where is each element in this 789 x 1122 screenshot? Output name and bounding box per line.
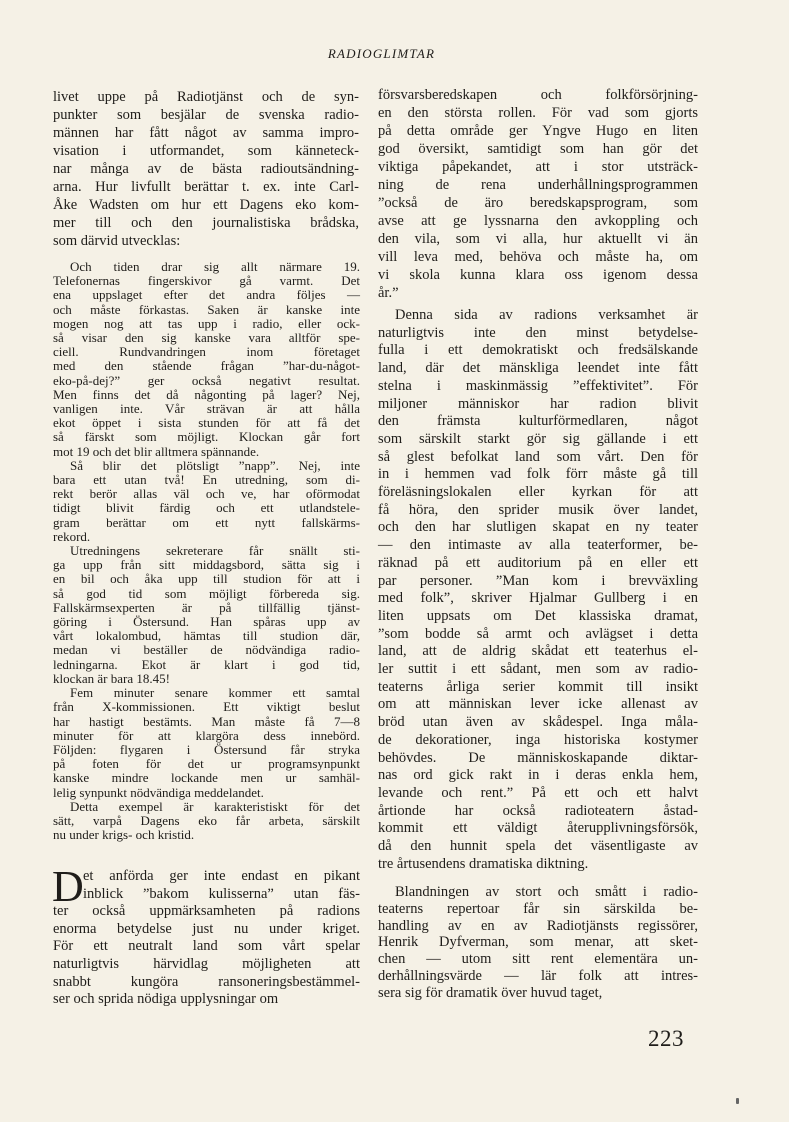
paragraph	[52, 862, 360, 1009]
text-line: viktiga påpekandet, att i stor utsträck-	[378, 159, 698, 175]
text-line: få höra, den sprider musik över landet,	[378, 501, 698, 518]
text-line: räknad på ett auditorium på en eller ett	[378, 554, 698, 571]
text-line: en den största rollen. För vad som gjorts	[378, 105, 698, 121]
text-line: För ett neutralt land som vårt spelar	[53, 938, 360, 955]
text-line: så glest befolkat land som vårt. Den för	[378, 448, 698, 465]
left-quote-block	[53, 260, 360, 842]
text-line: ekot öppet i sista stunden för att få det	[53, 415, 360, 431]
text-line: år.”	[378, 285, 399, 301]
text-line: ena uppslaget efter det andra följes —	[53, 287, 360, 303]
text-line: levande och rent.” På ett och ett halvt	[378, 784, 698, 801]
paragraph	[53, 459, 360, 544]
text-line: vill leva med, behöva och måste ha, om	[378, 249, 698, 265]
text-line: mot 19 och det blir alltmera spännande.	[53, 443, 260, 459]
text-line: arna. Hur livfullt berättar t. ex. inte Carl-	[53, 179, 359, 195]
text-line: visation i utformandet, som känneteck-	[53, 143, 359, 159]
text-line: Denna sida av radions verksamhet är	[395, 307, 698, 323]
text-line: föreläsningslokalen eller kyrkan för att	[378, 484, 698, 501]
text-line: Henrik Dyfverman, som menar, att sket-	[378, 934, 698, 951]
text-line: vi skola kunna klara oss igenom dessa	[378, 267, 698, 283]
text-line: om att människan lever icke allenast av	[378, 696, 698, 713]
text-line: männen har fått något av samma impro-	[53, 125, 359, 141]
text-line: de dekorationer, inga historiska kostymer	[378, 731, 698, 748]
text-line: land, där det mänskliga leendet inte fått	[378, 360, 698, 377]
text-line: Blandningen av stort och smått i radio-	[395, 884, 698, 900]
right-denna-block	[378, 307, 698, 874]
text-line: minuter för att klargöra dess innebörd.	[53, 727, 360, 743]
paragraph	[53, 686, 360, 800]
paragraph	[53, 260, 360, 459]
text-line: nar många av de bästa radioutsändning-	[53, 161, 359, 177]
drop-cap: D	[52, 862, 84, 911]
text-line: Och tiden drar sig allt närmare 19.	[70, 259, 360, 274]
text-line: — den intimaste av alla teaterformer, be-	[378, 537, 698, 554]
text-line: naturligtvis inte den minst betydelse-	[378, 324, 698, 341]
text-line: nas ord gick rakt in i deras enkla hem,	[378, 767, 698, 784]
text-line: på foten för det ur programsynpunkt	[53, 756, 360, 772]
text-line: kanske mindre lockande men ur samhäl-	[53, 770, 360, 786]
paragraph	[53, 88, 359, 250]
text-line: miljoner människor har radion blivit	[378, 395, 698, 412]
text-line: derhållningsvärde — lär folk att intres-	[378, 967, 698, 984]
text-line: bara ett utan två! En utredning, som di-	[53, 472, 360, 488]
text-line: då den hunnit spela det väsentligaste av	[378, 838, 698, 855]
paragraph	[53, 544, 360, 686]
text-line: tidigt blivit färdig och ett utlandstele-	[53, 500, 360, 516]
text-line: Utredningens sekreterare får snällt sti-	[70, 543, 360, 559]
paragraph	[378, 307, 698, 874]
right-continuation-block	[378, 86, 698, 302]
text-line: ”som bodde så armt och avlägset i detta	[378, 625, 698, 642]
text-line: eko-på-dej?” ger också negativt resultat.	[53, 372, 360, 388]
text-line: vårt lokalombud, hämtas till studion där,	[53, 628, 360, 644]
text-line: ning de rena underhållningsprogrammen	[378, 177, 698, 193]
text-line: ”också de äro beredskapsprogram, som	[378, 195, 698, 211]
text-line: som särskilt starkt gör sig gällande i ett	[378, 430, 698, 447]
text-line: som därvid utvecklas:	[53, 233, 181, 249]
text-line: den främsta kulturförmedlaren, något	[378, 413, 698, 430]
text-line: kommit ett väldigt återupplivningsförsök,	[378, 820, 698, 837]
text-line: så god tid som möjligt förbereda sig.	[53, 585, 360, 601]
text-line: ler suttit i ett sådant, men som av radio-	[378, 661, 698, 678]
text-line: rekt berör allas väl och ve, har oförmodat	[53, 486, 360, 502]
text-line: Detta exempel är karakteristiskt för det	[70, 798, 360, 814]
text-line: enorma betydelse just nu under kriget.	[53, 920, 360, 937]
text-line: göring i Östersund. Han spåras upp av	[53, 614, 360, 630]
text-line: ledningarna. Ekot är klart i god tid,	[53, 656, 360, 672]
text-line: livet uppe på Radiotjänst och de syn-	[53, 89, 359, 105]
text-line: Följden: flygaren i Östersund får stryka	[53, 741, 360, 757]
left-section-block	[52, 862, 360, 1009]
text-line: Åke Wadsten om hur ett Dagens eko kom-	[53, 197, 359, 213]
text-line: chen — utom sitt rent elementära un-	[378, 951, 698, 968]
text-line: et anförda ger inte endast en pikant	[83, 868, 360, 884]
text-line: naturligtvis härvidlag möjligheten att	[53, 955, 360, 972]
text-line: Så blir det plötsligt ”napp”. Nej, inte	[70, 457, 360, 473]
text-line: snabbt kungöra ransoneringsbestämmel-	[53, 973, 360, 990]
right-blandningen-block	[378, 884, 698, 1002]
text-line: inblick ”bakom kulisserna” utan fäs-	[83, 885, 360, 902]
paragraph	[378, 86, 698, 302]
running-title: RADIOGLIMTAR	[327, 46, 436, 61]
text-line: Men finns det då någonting på lager? Nej,	[53, 386, 360, 402]
text-line: från X-kommissionen. Ett viktigt beslut	[53, 699, 360, 715]
text-line: med folk”, skriver Hjalmar Gullberg i en	[378, 590, 698, 607]
text-line: lelig synpunkt nödvändiga meddelandet.	[53, 784, 264, 800]
text-line: bröd utan även av skådespel. Inga måla-	[378, 714, 698, 731]
text-line: den vila, som vi alla, hur aktuellt vi än	[378, 231, 698, 247]
text-line: mer till och den journalistiska brådska,	[53, 215, 359, 231]
page-number: 223	[648, 1026, 684, 1051]
text-line: försvarsberedskapen och folkförsörjning-	[378, 87, 698, 103]
text-line: land, att de aldrig skådat ett teaterhus el-	[378, 643, 698, 660]
text-line: så visar den sig kanske vara alltför spe-	[53, 330, 360, 346]
running-header	[0, 46, 789, 62]
text-line: på detta område ger Yngve Hugo en liten	[378, 123, 698, 139]
text-line: Fallskärmsexperten är på tillfällig tjänst-	[53, 599, 360, 615]
paragraph	[378, 884, 698, 1002]
text-line: in i hemmen vad folk förr måste gå till	[378, 466, 698, 483]
text-line: behövdes. De människoskapande diktar-	[378, 749, 698, 766]
text-line: rekord.	[53, 528, 91, 544]
text-line: så färskt som möjligt. Klockan går fort	[53, 429, 360, 445]
text-line: mogen nog att tas upp i radio, eller ock-	[53, 315, 360, 331]
text-line: tre årtusendens dramatiska diktning.	[378, 855, 589, 872]
text-line: fulla i ett demokratiskt och fredsälskande	[378, 342, 698, 359]
text-line: gram berättar om ett nytt fallskärms-	[53, 514, 360, 530]
left-intro-block	[53, 88, 359, 250]
text-line: ter också uppmärksamheten på radions	[53, 903, 360, 920]
text-line: har hastigt bestämts. Man måste få 7—8	[53, 713, 360, 729]
text-line: sätt, varpå Dagens eko får arbeta, särskilt	[53, 812, 360, 828]
text-line: stelna i maskinmässig ”effektivitet”. För	[378, 377, 698, 394]
text-line: årtionde har också radioteatern åstad-	[378, 802, 698, 819]
text-line: vanligen inte. Vår strävan är att hålla	[53, 401, 360, 417]
text-line: Fem minuter senare kommer ett samtal	[70, 685, 360, 701]
text-line: par personer. ”Man kom i brevväxling	[378, 572, 698, 589]
text-line: punkter som besjälar de svenska radio-	[53, 107, 359, 123]
text-line: ser och sprida nödiga upplysningar om	[53, 991, 279, 1008]
text-line: medan vi beställer de nödvändiga radio-	[53, 642, 360, 658]
text-line: nu under krigs- och kristid.	[53, 827, 195, 843]
scan-speck	[736, 1098, 739, 1104]
text-line: sera sig för dramatik över huvud taget,	[378, 984, 603, 1001]
text-line: ga upp från sitt middagsbord, sätta sig i	[53, 557, 360, 573]
text-line: teaterns årliga serier kommit till insikt	[378, 678, 698, 695]
text-line: god översikt, samtidigt som han gör det	[378, 141, 698, 157]
text-line: med den stående frågan ”har-du-något-	[53, 358, 360, 374]
text-line: avse att ge lyssnarna den avkoppling och	[378, 213, 698, 229]
text-line: och måste förkastas. Saken är kanske inte	[53, 301, 360, 317]
paragraph	[53, 800, 360, 843]
text-line: och den har slutligen skapat en ny teater	[378, 519, 698, 536]
text-line: handling av en av Radiotjänsts regissörer,	[378, 917, 698, 934]
text-line: teaterns repertoar får sin särskilda be-	[378, 900, 698, 917]
text-line: liten uppsats om Det klassiska dramat,	[378, 607, 698, 624]
text-line: Telefonernas fingerskivor gå varmt. Det	[53, 273, 360, 289]
text-line: klockan är bara 18.45!	[53, 670, 170, 686]
text-line: ciell. Rundvandringen inom företaget	[53, 344, 360, 360]
text-line: en bil och åka upp till studion för att i	[53, 571, 360, 587]
